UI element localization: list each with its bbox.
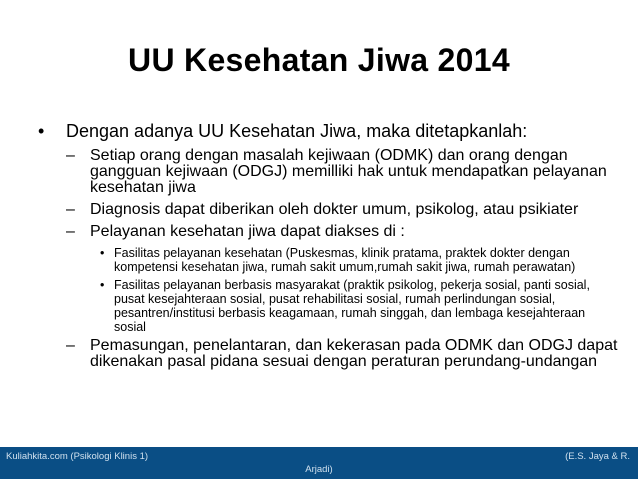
sub-bullet-item — [30, 246, 620, 274]
dash-item — [30, 224, 620, 240]
footer-bar — [0, 447, 638, 479]
sub-bullet-text: Fasilitas pelayanan berbasis masyarakat (praktik psikolog, pekerja sosial, panti sosial, pusat kesejahteraan sosial, pusat rehabilitasi sosial, rumah perlindungan sosial, pesantren/institusi berbasis keagamaan, rumah singgah, dan lembaga kesejahteraan sosial — [114, 278, 590, 334]
dash-mark: – — [66, 147, 75, 164]
dash-mark: – — [66, 337, 75, 354]
bullet-text: Dengan adanya UU Kesehatan Jiwa, maka ditetapkanlah: — [66, 121, 528, 141]
footer-authors-continued: Arjadi) — [305, 464, 333, 475]
sub-bullet-mark: • — [100, 246, 105, 260]
bullet-mark: • — [38, 121, 45, 141]
footer-authors: (E.S. Jaya & R. — [565, 451, 630, 462]
dash-text: Pelayanan kesehatan jiwa dapat diakses di : — [90, 223, 405, 240]
dash-item — [30, 338, 620, 370]
sub-bullet-mark: • — [100, 278, 105, 292]
dash-text: Setiap orang dengan masalah kejiwaan (ODMK) dan orang dengan gangguan kejiwaan (ODGJ) memilliki hak untuk mendapatkan pelayanan kesehatan jiwa — [90, 147, 607, 196]
bullet-item — [30, 120, 620, 142]
sub-bullet-item — [30, 278, 620, 334]
sub-bullet-text: Fasilitas pelayanan kesehatan (Puskesmas, klinik pratama, praktek dokter dengan kompetensi kesehatan jiwa, rumah sakit umum,rumah sakit jiwa, rumah perawatan) — [114, 246, 576, 274]
slide-content — [30, 120, 620, 376]
footer-source: Kuliahkita.com (Psikologi Klinis 1) — [6, 451, 149, 462]
dash-mark: – — [66, 201, 75, 218]
dash-mark: – — [66, 223, 75, 240]
dash-text: Pemasungan, penelantaran, dan kekerasan pada ODMK dan ODGJ dapat dikenakan pasal pidana sesuai dengan peraturan perundang-undangan — [90, 337, 618, 370]
dash-item — [30, 148, 620, 196]
dash-text: Diagnosis dapat diberikan oleh dokter umum, psikolog, atau psikiater — [90, 201, 579, 218]
slide-title: UU Kesehatan Jiwa 2014 — [128, 42, 510, 78]
dash-item — [30, 202, 620, 218]
